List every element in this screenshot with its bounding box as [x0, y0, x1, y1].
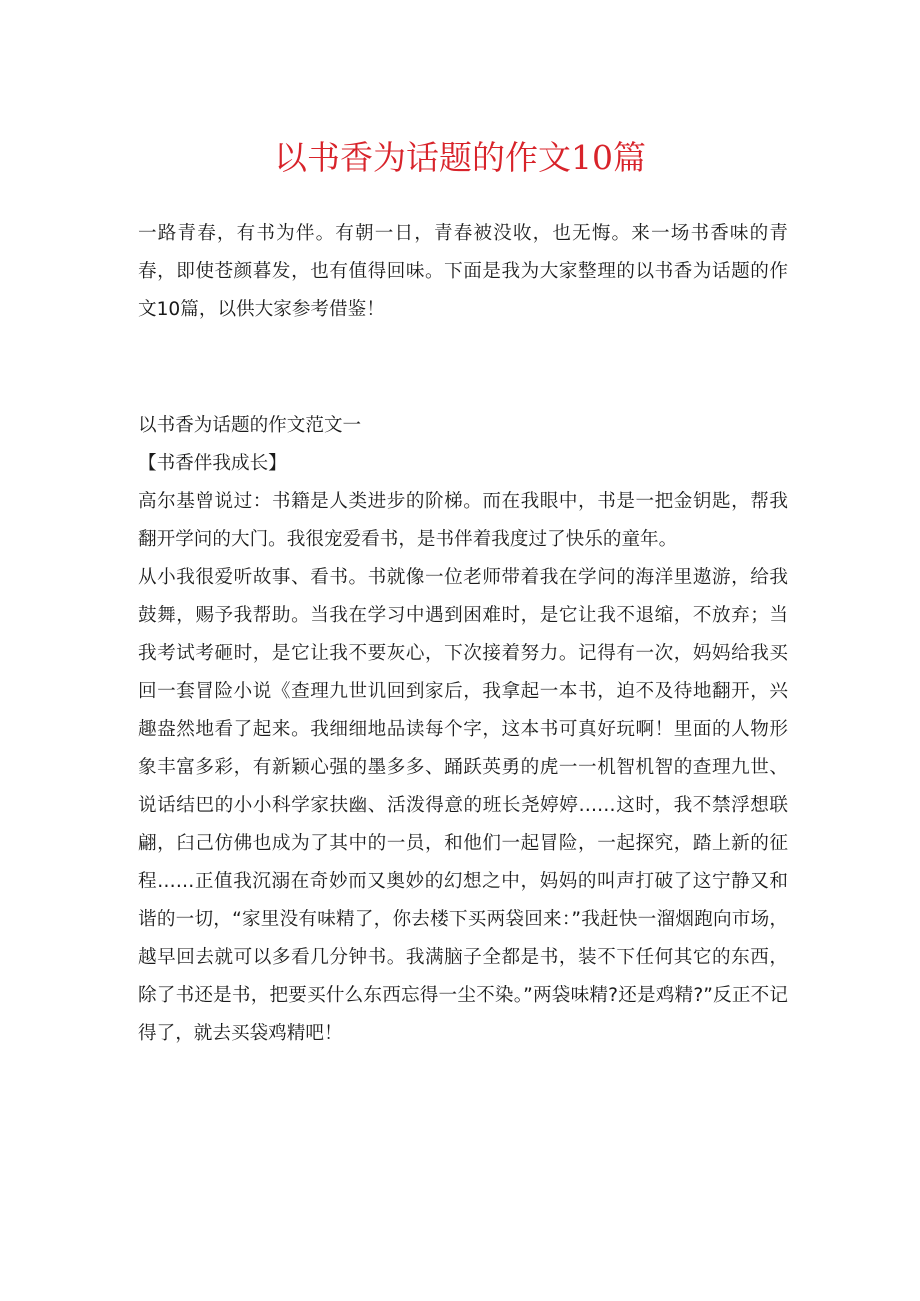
document-title: 以书香为话题的作文10篇 [274, 138, 646, 177]
body-paragraph-1: 高尔基曾说过：书籍是人类进步的阶梯。而在我眼中，书是一把金钥匙，帮我翻开学问的大门。我很宠爱看书，是书伴着我度过了快乐的童年。 [138, 491, 788, 550]
section-heading: 以书香为话题的作文范文一 [138, 415, 362, 436]
essay-title: 【书香伴我成长】 [138, 453, 287, 474]
body-paragraph-2: 从小我很爱听故事、看书。书就像一位老师带着我在学问的海洋里遨游，给我鼓舞，赐予我帮助。当我在学习中遇到困难时，是它让我不退缩，不放弃；当我考试考砸时，是它让我不要灰心，下次接着努力。记得有一次，妈妈给我买回一套冒险小说《查理九世讥回到家后，我拿起一本书，迫不及待地翻开，兴趣盎然地看了起来。我细细地品读每个字，这本书可真好玩啊！里面的人物形象丰富多彩，有新颖心强的墨多多、踊跃英勇的虎一一机智机智的查理九世、说话结巴的小小科学家扶幽、活泼得意的班长尧婷婷……这时，我不禁浮想联翩，臼己仿佛也成为了其中的一员，和他们一起冒险，一起探究，踏上新的征程……正值我沉溺在奇妙而又奥妙的幻想之中，妈妈的叫声打破了这宁静又和谐的一切，“家里没有味精了，你去楼下买两袋回来：”我赶快一溜烟跑向市场，越早回去就可以多看几分钟书。我满脑子全都是书，装不下任何其它的东西，除了书还是书，把要买什么东西忘得一尘不染。”两袋味精?还是鸡精?”反正不记得了，就去买袋鸡精吧！ [138, 567, 788, 1044]
document-body [138, 215, 788, 1053]
intro-paragraph: 一路青春，有书为伴。有朝一日，青春被没收，也无悔。来一场书香味的青春，即使苍颜暮发，也有值得回味。下面是我为大家整理的以书香为话题的作文10篇，以供大家参考借鉴！ [138, 223, 788, 320]
